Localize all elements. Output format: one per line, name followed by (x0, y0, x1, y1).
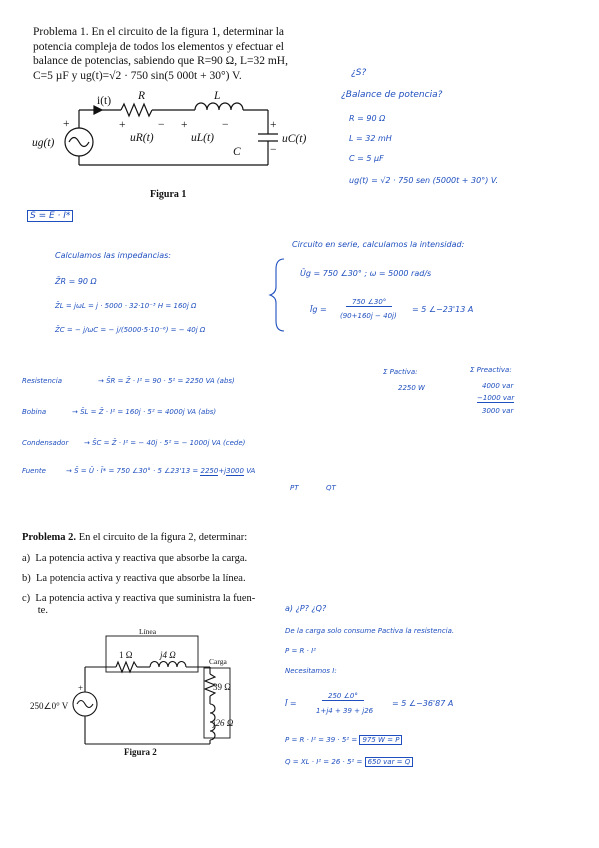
hw-ig-result: = 5 ∠−23'13 A (412, 305, 474, 314)
hw-given-c: C = 5 µF (349, 154, 384, 163)
hw-impedances-title: Calculamos las impedancias: (55, 251, 171, 260)
p2-item-b: b) La potencia activa y reactiva que absorbe la línea. (22, 573, 246, 584)
hw2-p-line (285, 736, 402, 744)
fig1-c-label: C (233, 146, 241, 158)
hw2-i-result: = 5 ∠−36'87 A (392, 699, 454, 708)
hw-question-s: ¿S? (351, 68, 367, 78)
fig1-current-label: i(t) (97, 95, 112, 107)
fig1-uc-plus: + (270, 119, 277, 131)
hw-power-coil-note: (abs) (198, 408, 217, 416)
hw2-i-left: Ī = (285, 699, 297, 708)
hw-given-ug: ug(t) = √2 · 750 sen (5000t + 30°) V. (349, 176, 498, 185)
fig1-source-label: ug(t) (32, 137, 55, 149)
fig1-ul-plus: + (181, 119, 188, 131)
hw-power-capacitor-note: (cede) (223, 439, 246, 447)
hw-sum-active-value: 2250 W (398, 384, 425, 392)
p1-line-4: C=5 µF y ug(t)=√2 · 750 sin(5 000t + 30°) V. (33, 69, 242, 82)
fig2-source-label: 250∠0° V (30, 701, 69, 711)
fig1-ul-label: uL(t) (191, 132, 214, 144)
p2-item-c: c) La potencia activa y reactiva que suministra la fuen- (22, 593, 256, 604)
hw2-question: a) ¿P? ¿Q? (285, 604, 327, 613)
hw-question-balance: ¿Balance de potencia? (341, 90, 443, 100)
hw-power-resistor-expr: → S̄R = Z̄ · I² = 90 · 5² = 2250 VA (abs) (98, 377, 235, 385)
hw2-q-line (285, 758, 413, 766)
hw2-q-result-box: 650 var = Q (365, 757, 414, 767)
fig2-linea-label: Línea (139, 627, 157, 636)
fig1-uc-label: uC(t) (282, 133, 307, 145)
hw-power-source-name: Fuente (22, 467, 46, 475)
fig2-plus: + (78, 683, 84, 693)
hw-power-coil-expr: → S̄L = Z̄ · I² = 160j · 5² = 4000j VA (abs) (72, 408, 217, 416)
hw-given-r: R = 90 Ω (349, 114, 386, 123)
hw-impedance-c: Z̄C = − j/ωC = − j/(5000·5·10⁻⁶) = − 40j Ω (55, 326, 206, 334)
hw2-q-expr: Q = XL · I² = 26 · 5² = (285, 758, 363, 766)
fig1-ur-plus: + (119, 119, 126, 131)
hw-power-resistor-formula: S̄R = Z̄ · I² = 90 · 5² = 2250 VA (106, 377, 215, 385)
hw-source-plus: +j (218, 467, 227, 475)
p1-line-1: Problema 1. En el circuito de la figura 1, determinar la (33, 26, 284, 38)
hw-power-capacitor-expr: → S̄C = Z̄ · I² = − 40j · 5² = − 1000j VA (cede) (84, 439, 246, 447)
hw-ig-left: Īg = (310, 305, 327, 314)
p2-title-rest: En el circuito de la figura 2, determinar: (76, 532, 248, 543)
fig1-r-label: R (138, 90, 146, 102)
fig2-r39-label: 39 Ω (213, 682, 231, 692)
hw-ig-numerator: 750 ∠30° (346, 298, 392, 307)
hw-sum-reactive-row-2: −1000 var (477, 394, 515, 402)
hw2-i-denominator: 1+j4 + 39 + j26 (316, 707, 374, 715)
fig2-caption: Figura 2 (124, 747, 157, 757)
hw-ug-phasor: Ūg = 750 ∠30° ; ω = 5000 rad/s (300, 269, 432, 278)
hw-complex-power-formula: S̄ = Ē · I* (27, 210, 73, 222)
p1-line-2: potencia compleja de todos los elementos y efectuar el (33, 40, 284, 53)
hw-power-resistor-name: Resistencia (22, 377, 62, 385)
fig1-uc-minus: − (270, 144, 277, 156)
hw-power-capacitor-formula: S̄C = Z̄ · I² = − 40j · 5² = − 1000j VA (92, 439, 221, 447)
hw2-p-result-box: 975 W = P (359, 735, 402, 745)
p2-title-bold: Problema 2. (22, 532, 77, 543)
fig1-ur-label: uR(t) (130, 132, 154, 144)
hw-sum-reactive-row-1: 4000 var (482, 382, 514, 390)
p1-line-3: balance de potencias, sabiendo que R=90 Ω, L=32 mH, (33, 55, 288, 67)
hw-given-l: L = 32 mH (349, 134, 392, 143)
hw-power-source-formula: S̄ = Ū · Ī* = 750 ∠30° · 5 ∠23'13 = (74, 467, 201, 475)
hw-power-resistor-note: (abs) (216, 377, 235, 385)
fig1-source-plus: + (63, 118, 70, 130)
p2-item-a: a) La potencia activa y reactiva que absorbe la carga. (22, 553, 248, 564)
hw-power-coil-formula: S̄L = Z̄ · I² = 160j · 5² = 4000j VA (80, 408, 197, 416)
hw-qt-label: QT (326, 484, 336, 492)
hw2-load-note: De la carga solo consume Pactiva la resistencia. (285, 627, 455, 635)
hw2-i-numerator: 250 ∠0° (322, 692, 364, 701)
hw-source-p: 2250 (200, 467, 219, 475)
fig2-carga-label: Carga (209, 657, 227, 666)
hw-sum-reactive-title: Σ Preactiva: (470, 366, 512, 374)
hw-ig-denominator: (90+160j − 40j) (340, 312, 397, 320)
hw-pt-label: PT (290, 484, 299, 492)
hw2-p-formula: P = R · I² (285, 647, 316, 655)
hw-impedance-r: Z̄R = 90 Ω (55, 277, 97, 286)
p2-item-c-cont: te. (22, 605, 48, 616)
fig1-ul-minus: − (222, 119, 229, 131)
fig2-x4-label: j4 Ω (160, 650, 176, 660)
hw-sum-reactive-total: 3000 var (482, 407, 514, 415)
hw2-need-i: Necesitamos I: (285, 667, 337, 675)
hw-sum-active-title: Σ Pactiva: (383, 368, 418, 376)
hw-source-q: 3000 (226, 467, 244, 475)
hw-power-capacitor-name: Condensador (22, 439, 69, 447)
hw-power-source-expr: → S̄ = Ū · Ī* = 750 ∠30° · 5 ∠23'13 = 2250+j3000 VA (66, 467, 256, 475)
hw-impedance-l: Z̄L = jωL = j · 5000 · 32·10⁻³ H = 160j Ω (55, 302, 197, 310)
fig1-l-label: L (214, 90, 221, 102)
hw-power-coil-name: Bobina (22, 408, 47, 416)
hw-source-unit: VA (246, 467, 256, 475)
hw-series-title: Circuito en serie, calculamos la intensidad: (292, 240, 465, 249)
hw2-p-expr: P = R · I² = 39 · 5² = (285, 736, 358, 744)
fig2-r1-label: 1 Ω (119, 650, 133, 660)
fig1-ur-minus: − (158, 119, 165, 131)
fig1-caption: Figura 1 (150, 189, 187, 200)
fig2-x26-label: j26 Ω (213, 718, 234, 728)
